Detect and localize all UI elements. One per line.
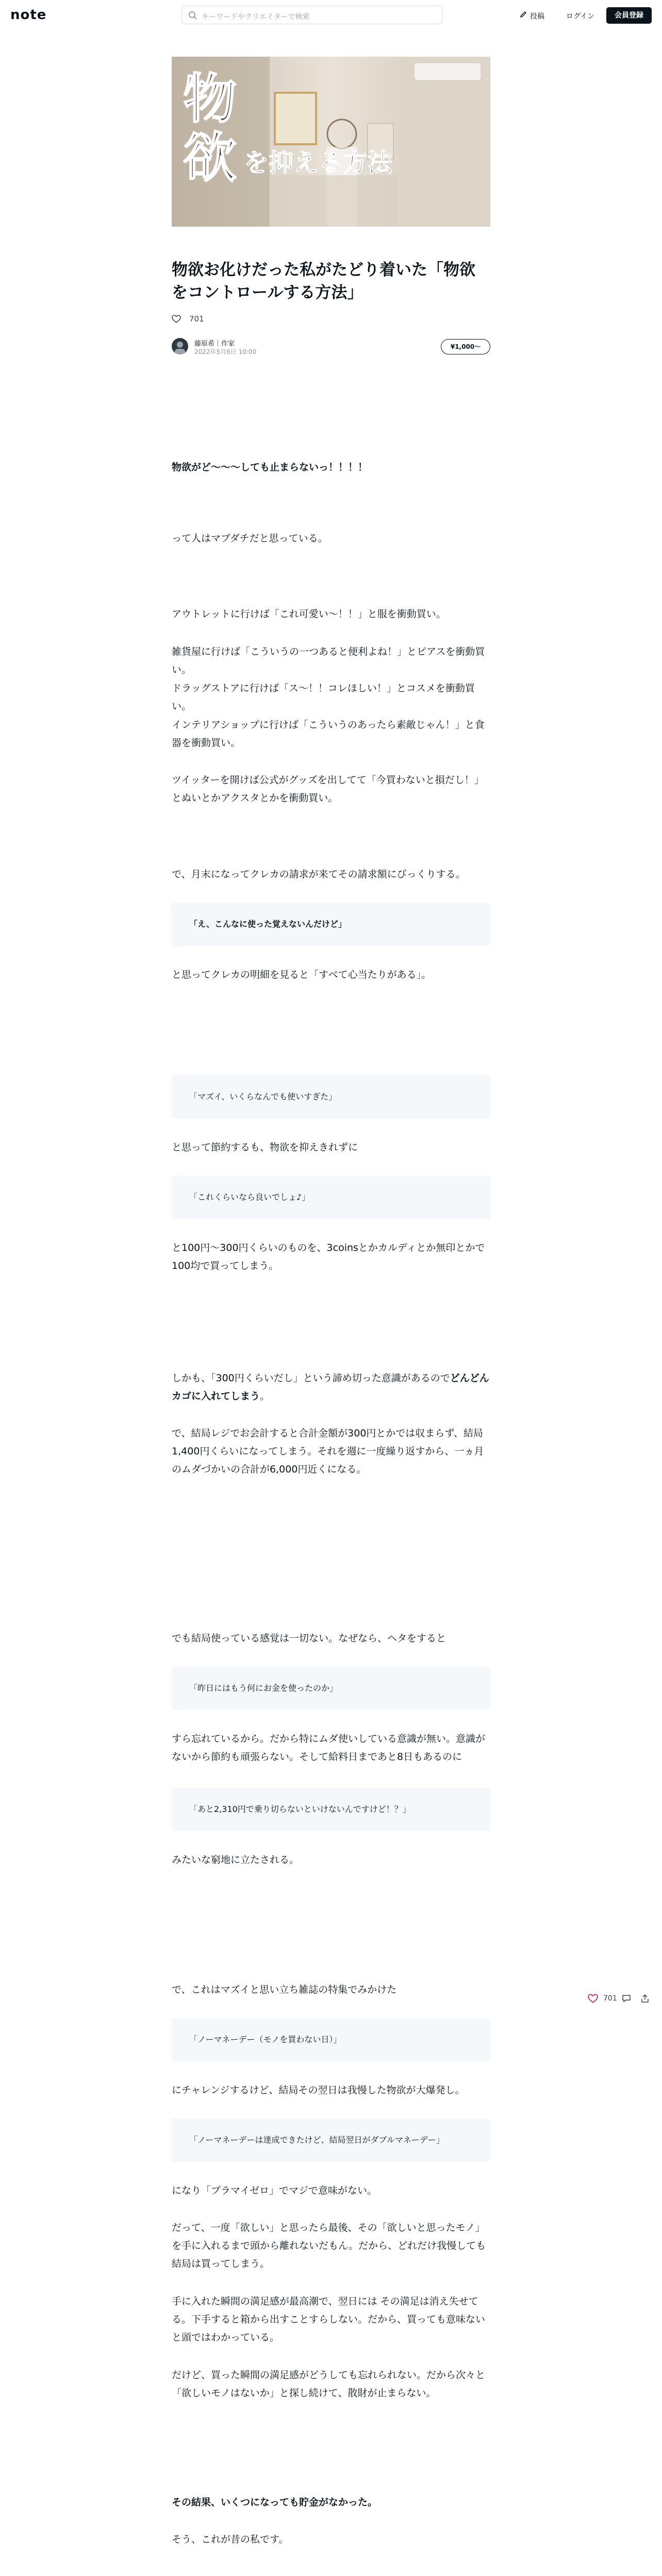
paragraph: 雑貨屋に行けば「こういうの一つあると便利よね！」とピアスを衝動買い。: [172, 646, 485, 675]
quote-text: 「ノーマネーデーは達成できたけど、結局翌日がダブルマネーデー」: [189, 2135, 444, 2145]
post-label: 投稿: [530, 12, 544, 21]
paragraph-text: しかも、「300円くらいだし」という諦め切った意識があるので: [172, 1372, 450, 1384]
quote-block: [172, 2018, 490, 2061]
login-button[interactable]: ログイン: [566, 12, 595, 21]
paragraph: その結果、いくつになっても貯金がなかった。: [172, 2497, 378, 2508]
paragraph: そう、これが昔の私です。: [172, 2534, 289, 2545]
search-icon: [188, 11, 197, 20]
quote-block: [172, 903, 490, 946]
hero-illustration: [172, 57, 490, 227]
paragraph: すら忘れているから。だから特にムダ使いしている意識が無い。意識がないから節約も頑張らない。そして給料日まであと8日もあるのに: [172, 1733, 486, 1762]
author-row: [172, 336, 490, 359]
quote-text: 「え、こんなに使った覚えないんだけど」: [189, 919, 346, 929]
paragraph: インテリアショップに行けば「こういうのあったら素敵じゃん！」と食器を衝動買い。: [172, 719, 485, 749]
quote-block: [172, 2119, 490, 2162]
paragraph: ツイッターを開けば公式がグッズを出してて「今買わないと損だし！」とぬいとかアクスタとかを衝動買い。: [172, 774, 484, 804]
quote-text: 「昨日にはもう何にお金を使ったのか」: [189, 1683, 338, 1693]
hero-char-1: 物: [183, 67, 237, 130]
search-input[interactable]: [181, 6, 442, 24]
share-icon[interactable]: [640, 1994, 650, 2003]
like-count: 701: [189, 314, 204, 324]
pen-icon: [520, 11, 527, 18]
like-count: 701: [603, 1994, 617, 2003]
article-title: 物欲お化けだった私がたどり着いた「物欲をコントロールする方法」: [172, 261, 475, 302]
avatar[interactable]: [172, 338, 188, 354]
paragraph: だけど、買った瞬間の満足感がどうしても忘れられない。だから次々と「欲しいモノはないか」と探し続けて、散財が止まらない。: [172, 2369, 486, 2399]
hero-tagline: を抑える方法: [244, 148, 393, 177]
heart-icon[interactable]: [588, 1994, 598, 2003]
paragraph: って人はマブダチだと思っている。: [172, 533, 328, 544]
search-placeholder: キーワードやクリエイターで検索: [202, 13, 310, 21]
paragraph: で、結局レジでお会計すると合計金額が300円とかでは収まらず、結局1,400円くらいになってしまう。それを週に一度繰り返すから、一ヵ月のムダづかいの合計が6,000円近くになる。: [172, 1428, 484, 1475]
hero-char-2: 欲: [183, 126, 237, 189]
quote-block: [172, 1075, 490, 1118]
paragraph: 手に入れた瞬間の満足感が最高潮で、翌日には その満足は消え失せてる。下手すると箱から出すことすらしない。だから、買っても意味ないと頭ではわかっている。: [172, 2296, 486, 2343]
paragraph: だって、一度「欲しい」と思ったら最後、その「欲しいと思ったモノ」を手に入れるまで頭から離れないだもん。だから、どれだけ我慢しても結局は買ってしまう。: [172, 2222, 486, 2269]
quote-block: [172, 1788, 490, 1831]
support-button[interactable]: ¥1,000〜: [441, 339, 490, 354]
heart-icon: [172, 315, 181, 323]
paragraph: にチャレンジするけど、結局その翌日は我慢した物欲が大爆発し。: [172, 2084, 465, 2096]
register-button[interactable]: 会員登録: [606, 7, 652, 24]
site-header: [0, 0, 662, 30]
quote-block: [172, 1176, 490, 1219]
paragraph-text: 。: [260, 1391, 270, 1402]
paragraph: みたいな窮地に立たされる。: [172, 1854, 300, 1866]
paragraph: になり「プラマイゼロ」でマジで意味がない。: [172, 2185, 377, 2196]
paragraph: でも結局使っている感覚は一切ない。なぜなら、ヘタをすると: [172, 1633, 446, 1644]
paragraph: 物欲がど〜〜〜しても止まらないっ！！！！: [172, 462, 368, 473]
quote-text: 「これくらいなら良いでしょ♪」: [189, 1192, 310, 1202]
quote-block: [172, 1667, 490, 1710]
hero-image: [172, 57, 490, 227]
paragraph: で、これはマズイと思い立ち雑誌の特集でみかけた: [172, 1984, 397, 1995]
publish-date: 2022年5月6日 10:00: [194, 348, 257, 355]
floating-action-bar: [588, 1993, 652, 2005]
quote-text: 「マズイ、いくらなんでも使いすぎた」: [189, 1092, 337, 1101]
paragraph: ドラッグストアに行けば「ス〜！！コレほしい！」とコスメを衝動買い。: [172, 683, 475, 712]
paragraph: [172, 1369, 490, 1405]
paragraph: と100円〜300円くらいのものを、3coinsとかカルディとか無印とかで100均で買ってしまう。: [172, 1242, 485, 1272]
comment-icon[interactable]: [622, 1994, 631, 2003]
quote-text: 「あと2,310円で乗り切らないといけないんですけど！？」: [189, 1804, 411, 1814]
quote-text: 「ノーマネーデー（モノを買わない日）」: [189, 2035, 342, 2044]
paragraph: と思ってクレカの明細を見ると「すべて心当たりがある」。: [172, 969, 432, 980]
author-name[interactable]: 藤原希｜作家: [194, 340, 235, 348]
paragraph: と思って節約するも、物欲を抑えきれずに: [172, 1142, 358, 1153]
emphasis-text: どんどんカゴに入れてしまう: [172, 1372, 489, 1402]
note-logo[interactable]: note: [10, 7, 47, 23]
paragraph: アウトレットに行けば「これ可愛い〜！！」と服を衝動買い。: [172, 608, 446, 620]
paragraph: で、月末になってクレカの請求が来てその請求額にびっくりする。: [172, 869, 466, 880]
